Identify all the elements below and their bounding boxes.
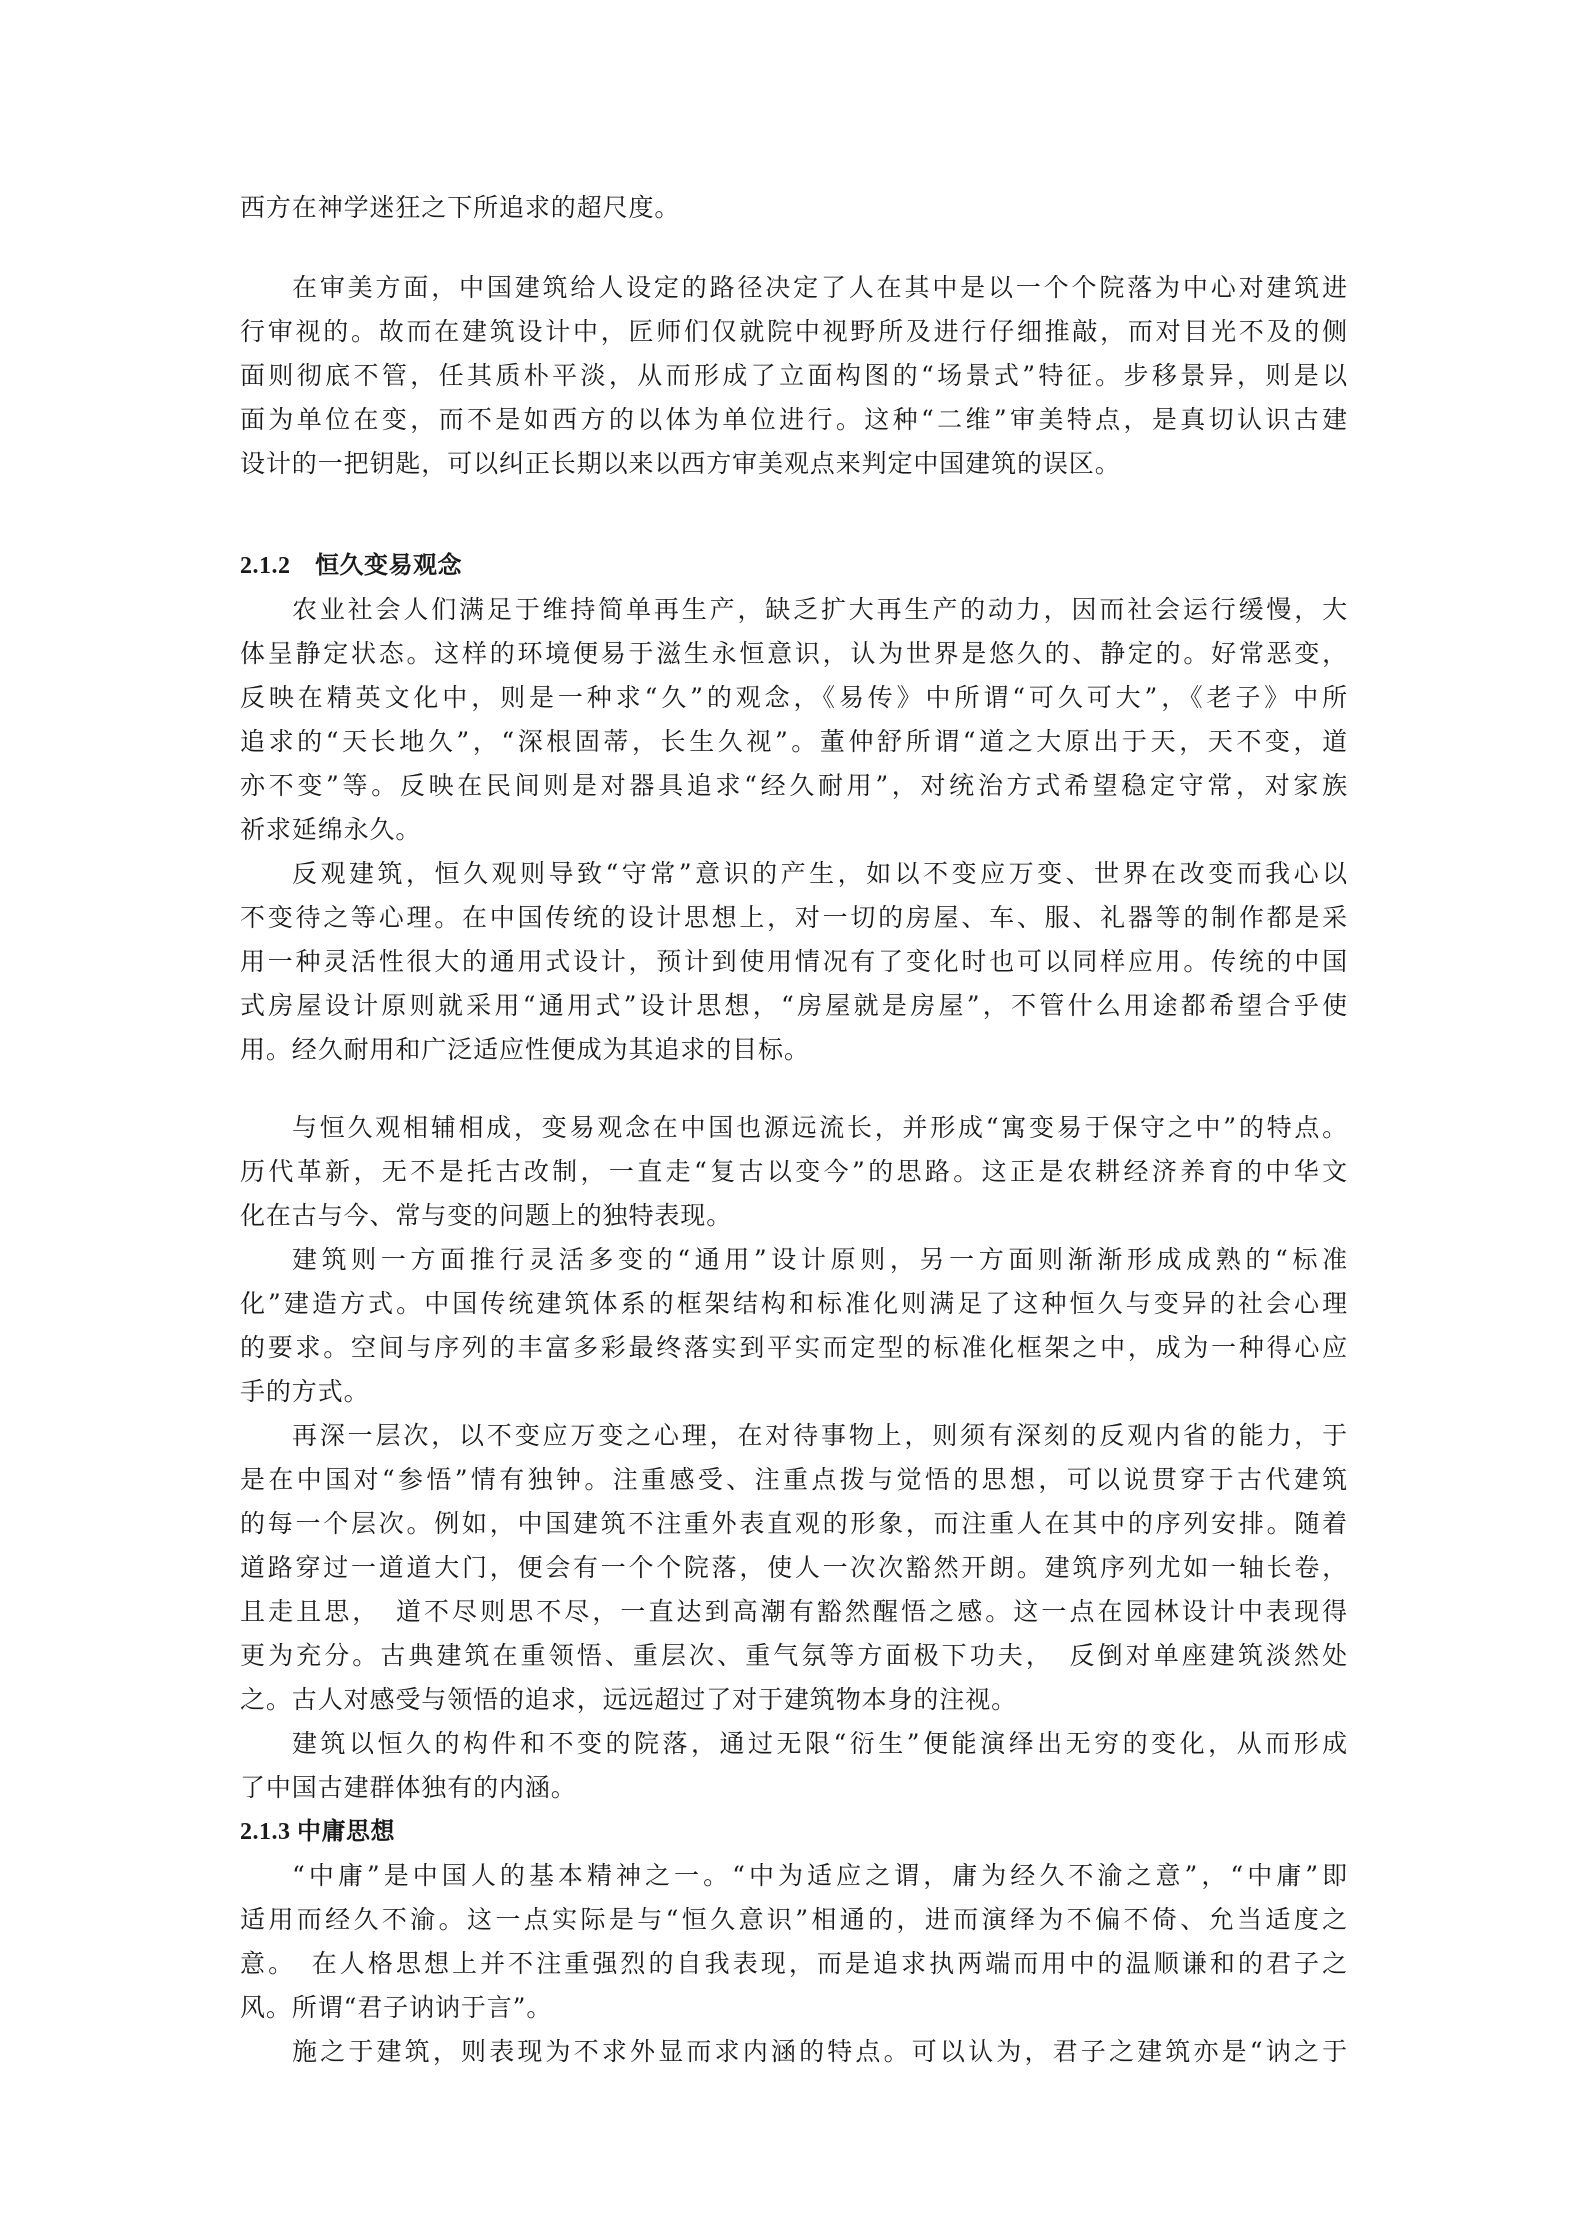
paragraph-change: [240, 1106, 1348, 1238]
paragraph-line: 风。所谓“君子讷讷于言”。: [240, 1993, 553, 2022]
paragraph-line: 在审美方面，中国建筑给人设定的路径决定了人在其中是以一个个院落为中心对建筑进: [292, 273, 1348, 302]
paragraph-line: 之。古人对感受与领悟的追求，远远超过了对于建筑物本身的注视。: [240, 1685, 1018, 1714]
paragraph-line: 不变待之等心理。在中国传统的设计思想上，对一切的房屋、车、服、礼器等的制作都是采: [240, 903, 1348, 932]
paragraph-line: “中庸”是中国人的基本精神之一。“中为适应之谓，庸为经久不渝之意”，“中庸”即: [292, 1861, 1348, 1890]
paragraph-permanence: [240, 588, 1348, 852]
paragraph-line: 适用而经久不渝。这一点实际是与“恒久意识”相通的，进而演绎为不偏不倚、允当适度之: [240, 1905, 1348, 1934]
paragraph-line: 祈求延绵永久。: [240, 815, 422, 844]
paragraph-line: 亦不变”等。反映在民间则是对器具追求“经久耐用”，对统治方式希望稳定守常，对家族: [240, 771, 1348, 800]
paragraph-line: 的要求。空间与序列的丰富多彩最终落实到平实而定型的标准化框架之中，成为一种得心应: [240, 1333, 1348, 1362]
paragraph-line: 手的方式。: [240, 1377, 370, 1406]
paragraph-line: 与恒久观相辅相成，变易观念在中国也源远流长，并形成“寓变易于保守之中”的特点。: [292, 1113, 1348, 1142]
paragraph-line: 了中国古建群体独有的内涵。: [240, 1773, 577, 1802]
paragraph-line: 再深一层次，以不变应万变之心理，在对待事物上，则须有深刻的反观内省的能力，于: [292, 1421, 1348, 1450]
paragraph-line: 面为单位在变，而不是如西方的以体为单位进行。这种“二维”审美特点，是真切认识古建: [240, 405, 1348, 434]
paragraph-architecture-permanence: [240, 852, 1348, 1072]
paragraph-standardization: [240, 1238, 1348, 1414]
paragraph-line: 体呈静定状态。这样的环境便易于滋生永恒意识，认为世界是悠久的、静定的。好常恶变，: [240, 639, 1348, 668]
paragraph-line: 历代革新，无不是托古改制，一直走“复古以变今”的思路。这正是农耕经济养育的中华文: [240, 1157, 1348, 1186]
paragraph-line: 施之于建筑，则表现为不求外显而求内涵的特点。可以认为，君子之建筑亦是“讷之于: [292, 2037, 1348, 2066]
paragraph-line: 道路穿过一道道大门，便会有一个个院落，使人一次次豁然开朗。建筑序列尤如一轴长卷，: [240, 1553, 1348, 1582]
paragraph-line: 面则彻底不管，任其质朴平淡，从而形成了立面构图的“场景式”特征。步移景异，则是以: [240, 361, 1348, 390]
paragraph-line: 意。 在人格思想上并不注重强烈的自我表现，而是追求执两端而用中的温顺谦和的君子之: [240, 1949, 1348, 1978]
paragraph-line: 式房屋设计原则就采用“通用式”设计思想，“房屋就是房屋”，不管什么用途都希望合乎使: [240, 991, 1348, 1020]
section-heading-2-1-3: 2.1.3 中庸思想: [240, 1819, 395, 1845]
paragraph-line: 行审视的。故而在建筑设计中，匠师们仅就院中视野所及进行仔细推敲，而对目光不及的侧: [240, 317, 1348, 346]
paragraph-line: 用。经久耐用和广泛适应性便成为其追求的目标。: [240, 1035, 810, 1064]
paragraph-line: 用一种灵活性很大的通用式设计，预计到使用情况有了变化时也可以同样应用。传统的中国: [240, 947, 1348, 976]
paragraph-line: 是在中国对“参悟”情有独钟。注重感受、注重点拨与觉悟的思想，可以说贯穿于古代建筑: [240, 1465, 1348, 1494]
paragraph-line: 建筑则一方面推行灵活多变的“通用”设计原则，另一方面则渐渐形成成熟的“标准: [292, 1245, 1348, 1274]
section-heading-2-1-2: 2.1.2 恒久变易观念: [240, 553, 462, 579]
paragraph-zhongyong: [240, 1854, 1348, 2030]
paragraph-line: 的每一个层次。例如，中国建筑不注重外表直观的形象，而注重人在其中的序列安排。随着: [240, 1509, 1348, 1538]
paragraph-line: 反映在精英文化中，则是一种求“久”的观念，《易传》中所谓“可久可大”，《老子》中所: [240, 683, 1348, 712]
paragraph-introspection: [240, 1414, 1348, 1722]
paragraph-line: 反观建筑，恒久观则导致“守常”意识的产生，如以不变应万变、世界在改变而我心以: [292, 859, 1348, 888]
paragraph-line: 设计的一把钥匙，可以纠正长期以来以西方审美观点来判定中国建筑的误区。: [240, 449, 1121, 478]
paragraph-aesthetics: [240, 266, 1348, 486]
paragraph-derivation: [240, 1722, 1348, 1810]
paragraph-line: 更为充分。古典建筑在重领悟、重层次、重气氛等方面极下功夫， 反倒对单座建筑淡然处: [240, 1641, 1348, 1670]
paragraph-application: [240, 2030, 1348, 2074]
paragraph-line: 化”建造方式。中国传统建筑体系的框架结构和标准化则满足了这种恒久与变异的社会心理: [240, 1289, 1348, 1318]
paragraph-line: 且走且思， 道不尽则思不尽，一直达到高潮有豁然醒悟之感。这一点在园林设计中表现得: [240, 1597, 1348, 1626]
paragraph-line: 建筑以恒久的构件和不变的院落，通过无限“衍生”便能演绎出无穷的变化，从而形成: [292, 1729, 1348, 1758]
paragraph-line: 化在古与今、常与变的问题上的独特表现。: [240, 1201, 733, 1230]
paragraph-line: 西方在神学迷狂之下所追求的超尺度。: [240, 193, 681, 222]
paragraph-line: 追求的“天长地久”，“深根固蒂，长生久视”。董仲舒所谓“道之大原出于天，天不变，道: [240, 727, 1348, 756]
paragraph-line: 农业社会人们满足于维持简单再生产，缺乏扩大再生产的动力，因而社会运行缓慢，大: [292, 595, 1348, 624]
document-page: [240, 186, 1348, 2074]
